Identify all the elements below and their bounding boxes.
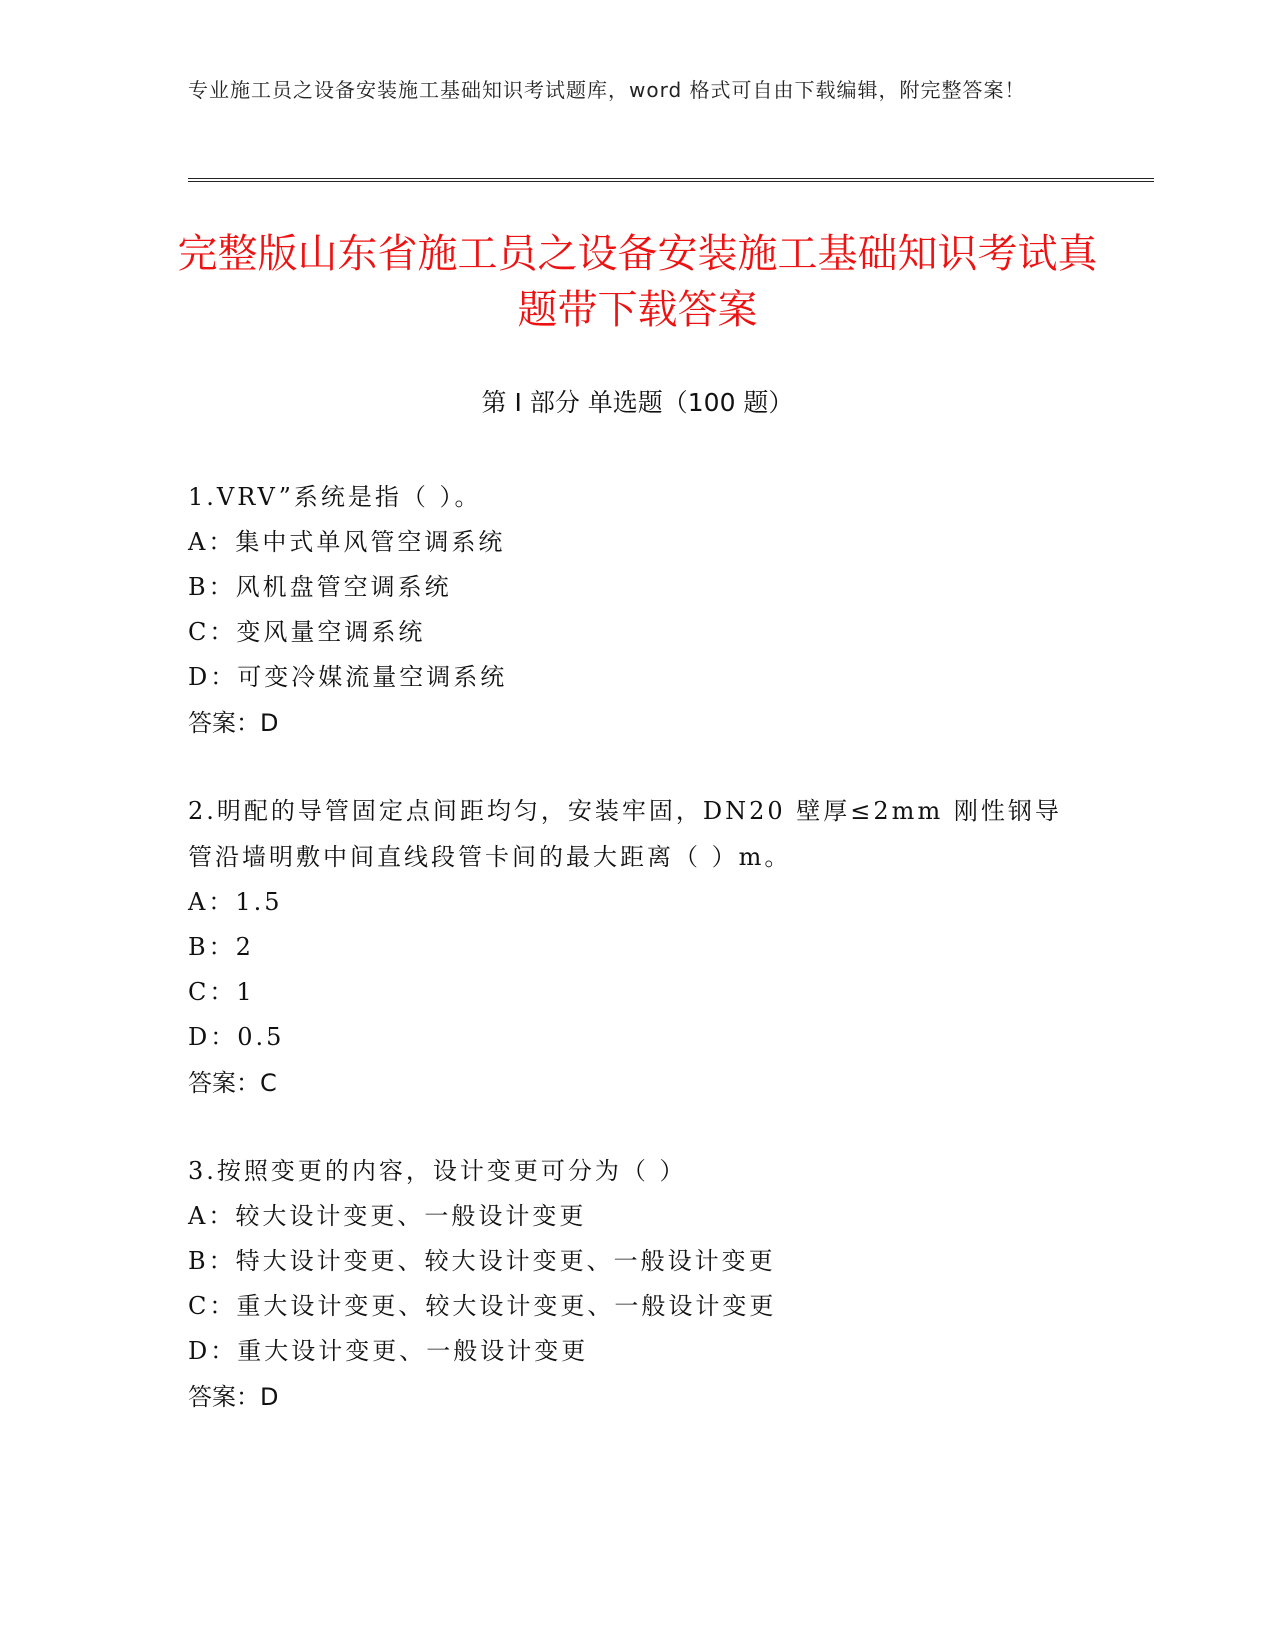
answer: 答案：D [188,1383,279,1411]
option-d: D：重大设计变更、一般设计变更 [188,1337,589,1365]
answer: 答案：D [188,709,279,737]
option-b: B：2 [188,933,254,961]
option-c: C：重大设计变更、较大设计变更、一般设计变更 [188,1292,777,1320]
option-c: C：变风量空调系统 [188,618,426,646]
answer: 答案：C [188,1069,277,1097]
question-stem: 1.VRV”系统是指（ ）。 [188,483,482,511]
option-b: B：风机盘管空调系统 [188,573,452,601]
question-list [188,474,1068,1462]
header-divider-top [188,178,1154,179]
question-stem: 3.按照变更的内容，设计变更可分为（ ） [188,1157,687,1185]
section-heading: 第 I 部分 单选题（100 题） [481,388,794,417]
option-a: A：1.5 [188,888,283,916]
option-d: D：0.5 [188,1023,285,1051]
question-3 [188,1148,1068,1420]
question-1 [188,474,1068,746]
document-title: 完整版山东省施工员之设备安装施工基础知识考试真题带下载答案 [177,231,1098,333]
question-stem: 2.明配的导管固定点间距均匀，安装牢固，DN20 壁厚≤2mm 刚性钢导管沿墙明敷中间直线段管卡间的最大距离（ ）m。 [188,797,1062,871]
option-a: A：较大设计变更、一般设计变更 [188,1202,587,1230]
header-divider-bottom [188,181,1154,182]
option-c: C：1 [188,978,255,1006]
option-a: A：集中式单风管空调系统 [188,528,506,556]
option-d: D：可变冷媒流量空调系统 [188,663,508,691]
header-note: 专业施工员之设备安装施工基础知识考试题库，word 格式可自由下载编辑，附完整答案！ [188,78,1026,102]
option-b: B：特大设计变更、较大设计变更、一般设计变更 [188,1247,776,1275]
question-2 [188,788,1068,1106]
